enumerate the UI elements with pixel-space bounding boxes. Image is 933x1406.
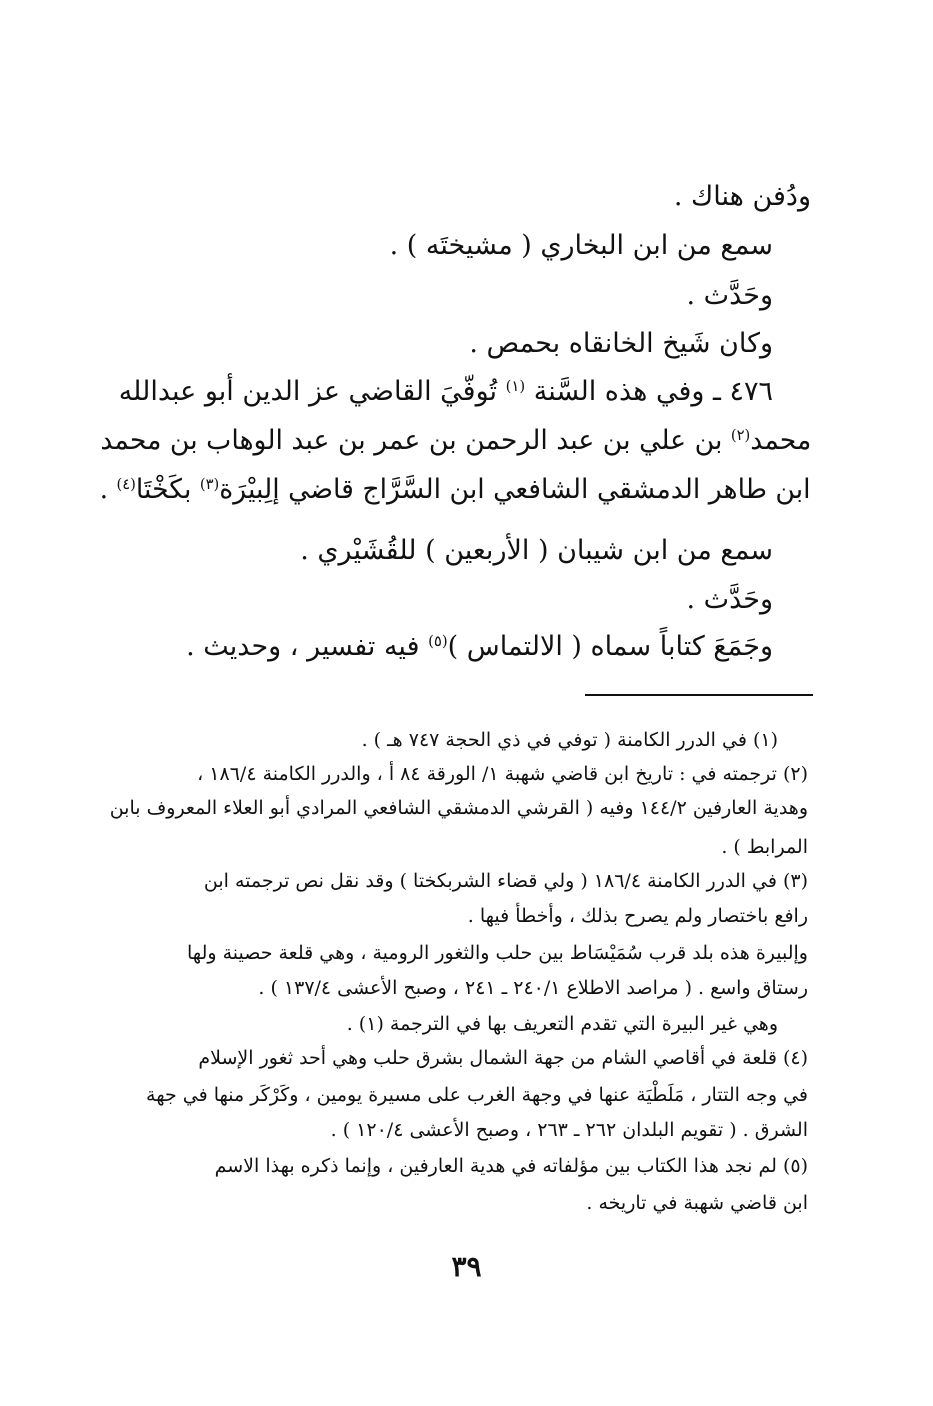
text-segment: بن علي بن عبد الرحمن بن عمر بن عبد الوهاب بن محمد [100,425,731,456]
footnote-line: وإلبيرة هذه بلد قرب سُمَيْسَاط بين حلب والثغور الرومية ، وهي قلعة حصينة ولها [187,942,808,964]
text-segment: . [100,474,117,505]
footnote-line: (٥) لم نجد هذا الكتاب بين مؤلفاته في هدية العارفين ، وإنما ذكره بهذا الاسم [214,1155,808,1177]
text-line: سمع من ابن شيبان ( الأربعين ) للقُشَيْري . [300,535,773,566]
text-segment: ابن طاهر الدمشقي الشافعي ابن السَّرَّاج قاضي إلِبيْرَة [219,474,811,505]
text-segment: محمد [749,425,811,456]
page-number: ٣٩ [451,1250,482,1283]
text-line [100,476,811,503]
text-segment: ٤٧٦ ـ وفي هذه السَّنة [525,376,773,407]
footnote-ref: (٤) [116,475,137,494]
footnote-line: في وجه التتار ، مَلَطْيَة عنها في وجهة الغرب على مسيرة يومين ، وكَرْكَر منها في جهة [146,1084,808,1106]
text-line: وحَدَّث . [686,584,773,615]
footnote-line: (٤) قلعة في أقاصي الشام من جهة الشمال بشرق حلب وهي أحد ثغور الإسلام [198,1047,808,1069]
text-segment: وجَمَعَ كتاباً سماه ( الالتماس ) [447,631,773,662]
footnote-line: المرابط ) . [721,836,808,858]
text-line: وكان شَيخ الخانقاه بحمص . [469,328,773,359]
footnote-ref: (٣) [200,475,220,494]
footnote-line: (٣) في الدرر الكامنة ١٨٦/٤ ( ولي قضاء الشربكختا ) وقد نقل نص ترجمته ابن [203,870,808,892]
footnote-line: وهي غير البيرة التي تقدم التعريف بها في الترجمة (١) . [346,1013,778,1035]
text-line: سمع من ابن البخاري ( مشيختَه ) . [389,230,773,261]
footnote-ref: (٥) [428,632,448,651]
footnote-line: رافع باختصار ولم يصرح بذلك ، وأخطأ فيها . [467,905,808,927]
footnote-line: الشرق . ( تقويم البلدان ٢٦٢ ـ ٢٦٣ ، وصبح الأعشى ١٢٠/٤ ) . [330,1119,808,1141]
footnote-separator [585,694,813,696]
footnote-line: (٢) ترجمته في : تاريخ ابن قاضي شهبة ١/ الورقة ٨٤ أ ، والدرر الكامنة ١٨٦/٤ ، [197,763,808,785]
entry-476-line [119,378,773,405]
text-segment: بكَخْتَا [136,474,201,505]
text-segment: تُوفّيَ القاضي عز الدين أبو عبدالله [118,376,506,407]
text-segment: فيه تفسير ، وحديث . [186,631,429,662]
footnote-ref: (٢) [730,426,750,445]
footnote-line: وهدية العارفين ١٤٤/٢ وفيه ( القرشي الدمشقي الشافعي المرادي أبو العلاء المعروف بابن [109,797,808,819]
text-line: ودُفن هناك . [673,181,811,212]
footnote-ref: (١) [505,377,526,396]
text-line [100,427,811,454]
footnote-line: ابن قاضي شهبة في تاريخه . [586,1192,808,1214]
text-line [186,633,773,660]
text-line: وحَدَّث . [686,280,773,311]
footnote-line: (١) في الدرر الكامنة ( توفي في ذي الحجة ٧٤٧ هـ ) . [361,729,778,751]
footnote-line: رستاق واسع . ( مراصد الاطلاع ٢٤٠/١ ـ ٢٤١ ، وصبح الأعشى ١٣٧/٤ ) . [258,977,808,999]
